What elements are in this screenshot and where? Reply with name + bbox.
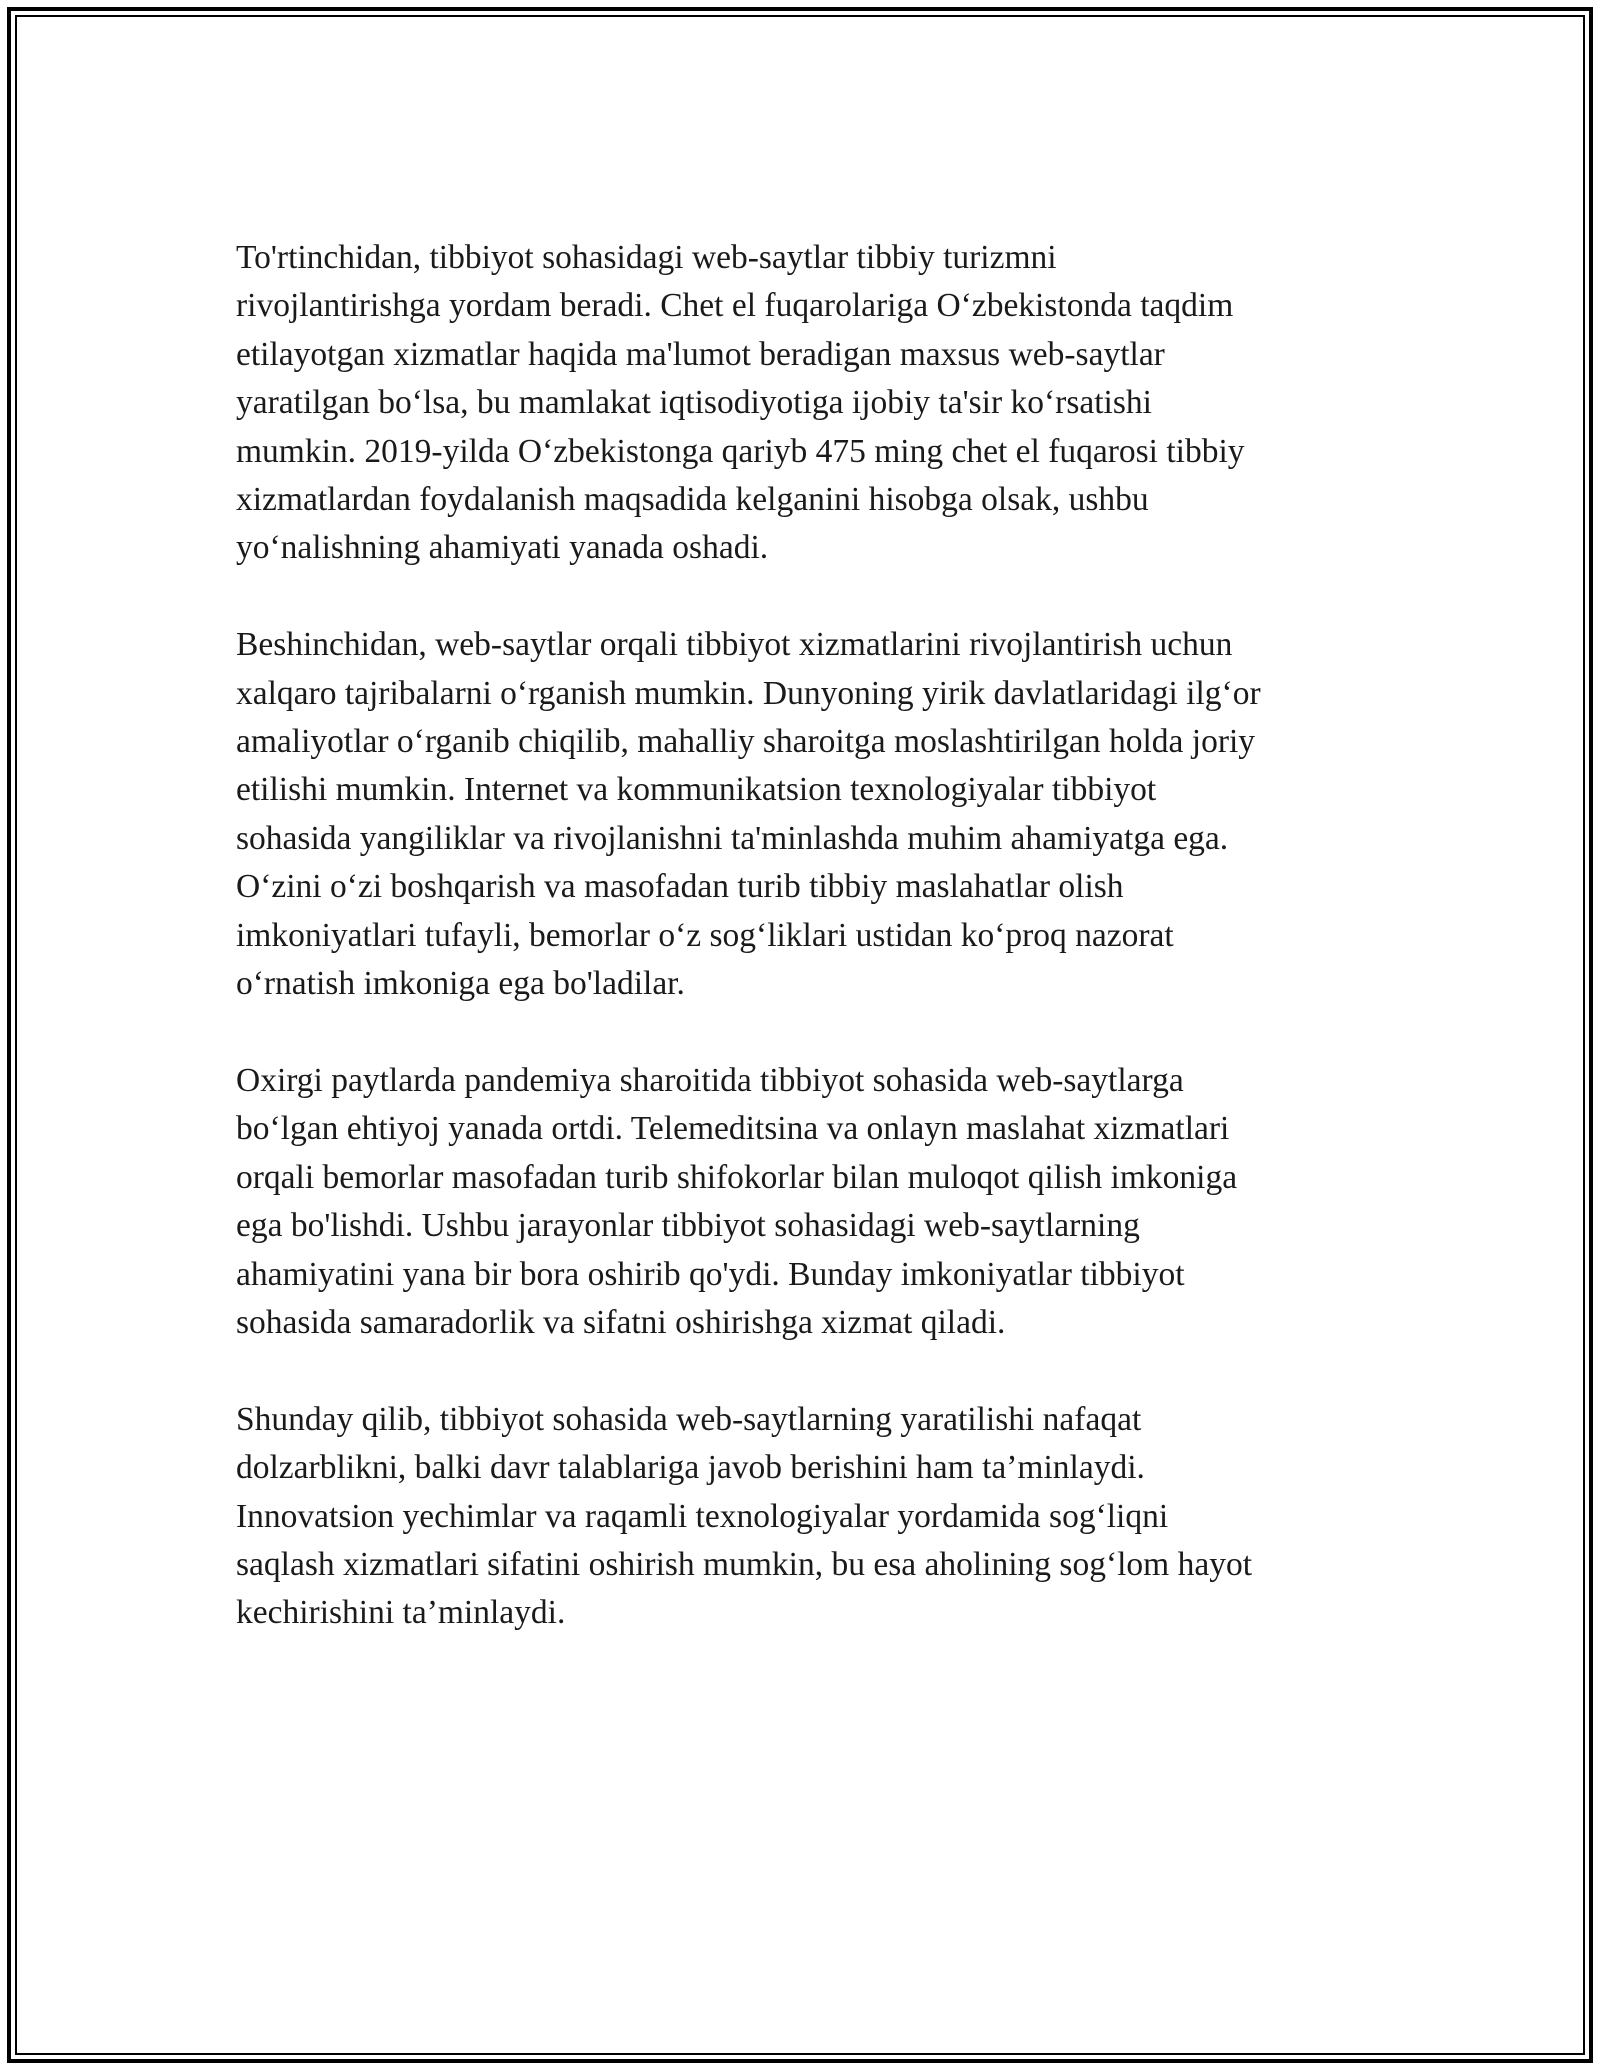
text-line: kechirishini ta’minlaydi. — [236, 1594, 566, 1632]
document-body — [236, 234, 1366, 1686]
text-line: saqlash xizmatlari sifatini oshirish mumkin, bu esa aholining sogʻlom hayot — [236, 1545, 1253, 1583]
text-line: orqali bemorlar masofadan turib shifokorlar bilan muloqot qilish imkoniga — [236, 1158, 1238, 1196]
paragraph-4 — [236, 1396, 1366, 1638]
text-line: Oʻzini oʻzi boshqarish va masofadan turib tibbiy maslahatlar olish — [236, 868, 1124, 906]
text-line: amaliyotlar oʻrganib chiqilib, mahalliy sharoitga moslashtirilgan holda joriy — [236, 723, 1256, 761]
text-line: sohasida yangiliklar va rivojlanishni ta'minlashda muhim ahamiyatga ega. — [236, 819, 1229, 857]
text-line: Oxirgi paytlarda pandemiya sharoitida tibbiyot sohasida web-saytlarga — [236, 1061, 1184, 1099]
text-line: To'rtinchidan, tibbiyot sohasidagi web-saytlar tibbiy turizmni — [236, 239, 1057, 276]
text-line: yaratilgan boʻlsa, bu mamlakat iqtisodiyotiga ijobiy ta'sir koʻrsatishi — [236, 384, 1152, 422]
text-line: Innovatsion yechimlar va raqamli texnologiyalar yordamida sogʻliqni — [236, 1497, 1169, 1535]
text-line: boʻlgan ehtiyoj yanada ortdi. Telemeditsina va onlayn maslahat xizmatlari — [236, 1110, 1230, 1148]
text-line: Beshinchidan, web-saytlar orqali tibbiyot xizmatlarini rivojlantirish uchun — [236, 626, 1233, 664]
text-line: imkoniyatlari tufayli, bemorlar oʻz sogʻliklari ustidan koʻproq nazorat — [236, 916, 1174, 954]
text-line: sohasida samaradorlik va sifatni oshirishga xizmat qiladi. — [236, 1303, 1006, 1341]
text-line: etilishi mumkin. Internet va kommunikatsion texnologiyalar tibbiyot — [236, 771, 1157, 809]
text-line: Shunday qilib, tibbiyot sohasida web-saytlarning yaratilishi nafaqat — [236, 1400, 1142, 1438]
text-line: oʻrnatish imkoniga ega bo'ladilar. — [236, 965, 685, 1003]
paragraph-1 — [236, 234, 1366, 573]
text-line: xizmatlardan foydalanish maqsadida kelganini hisobga olsak, ushbu — [236, 481, 1149, 519]
paragraph-3 — [236, 1057, 1366, 1347]
text-line: xalqaro tajribalarni oʻrganish mumkin. Dunyoning yirik davlatlaridagi ilgʻor — [236, 674, 1261, 712]
text-line: dolzarblikni, balki davr talablariga javob berishini ham ta’minlaydi. — [236, 1449, 1145, 1487]
text-line: rivojlantirishga yordam beradi. Chet el fuqarolariga Oʻzbekistonda taqdim — [236, 287, 1234, 325]
paragraph-2 — [236, 621, 1366, 1008]
text-line: ega bo'lishdi. Ushbu jarayonlar tibbiyot sohasidagi web-saytlarning — [236, 1207, 1140, 1245]
text-line: ahamiyatini yana bir bora oshirib qo'ydi. Bunday imkoniyatlar tibbiyot — [236, 1255, 1185, 1293]
text-line: mumkin. 2019-yilda Oʻzbekistonga qariyb 475 ming chet el fuqarosi tibbiy — [236, 432, 1245, 470]
text-line: etilayotgan xizmatlar haqida ma'lumot beradigan maxsus web-saytlar — [236, 335, 1165, 373]
text-line: yoʻnalishning ahamiyati yanada oshadi. — [236, 529, 769, 567]
